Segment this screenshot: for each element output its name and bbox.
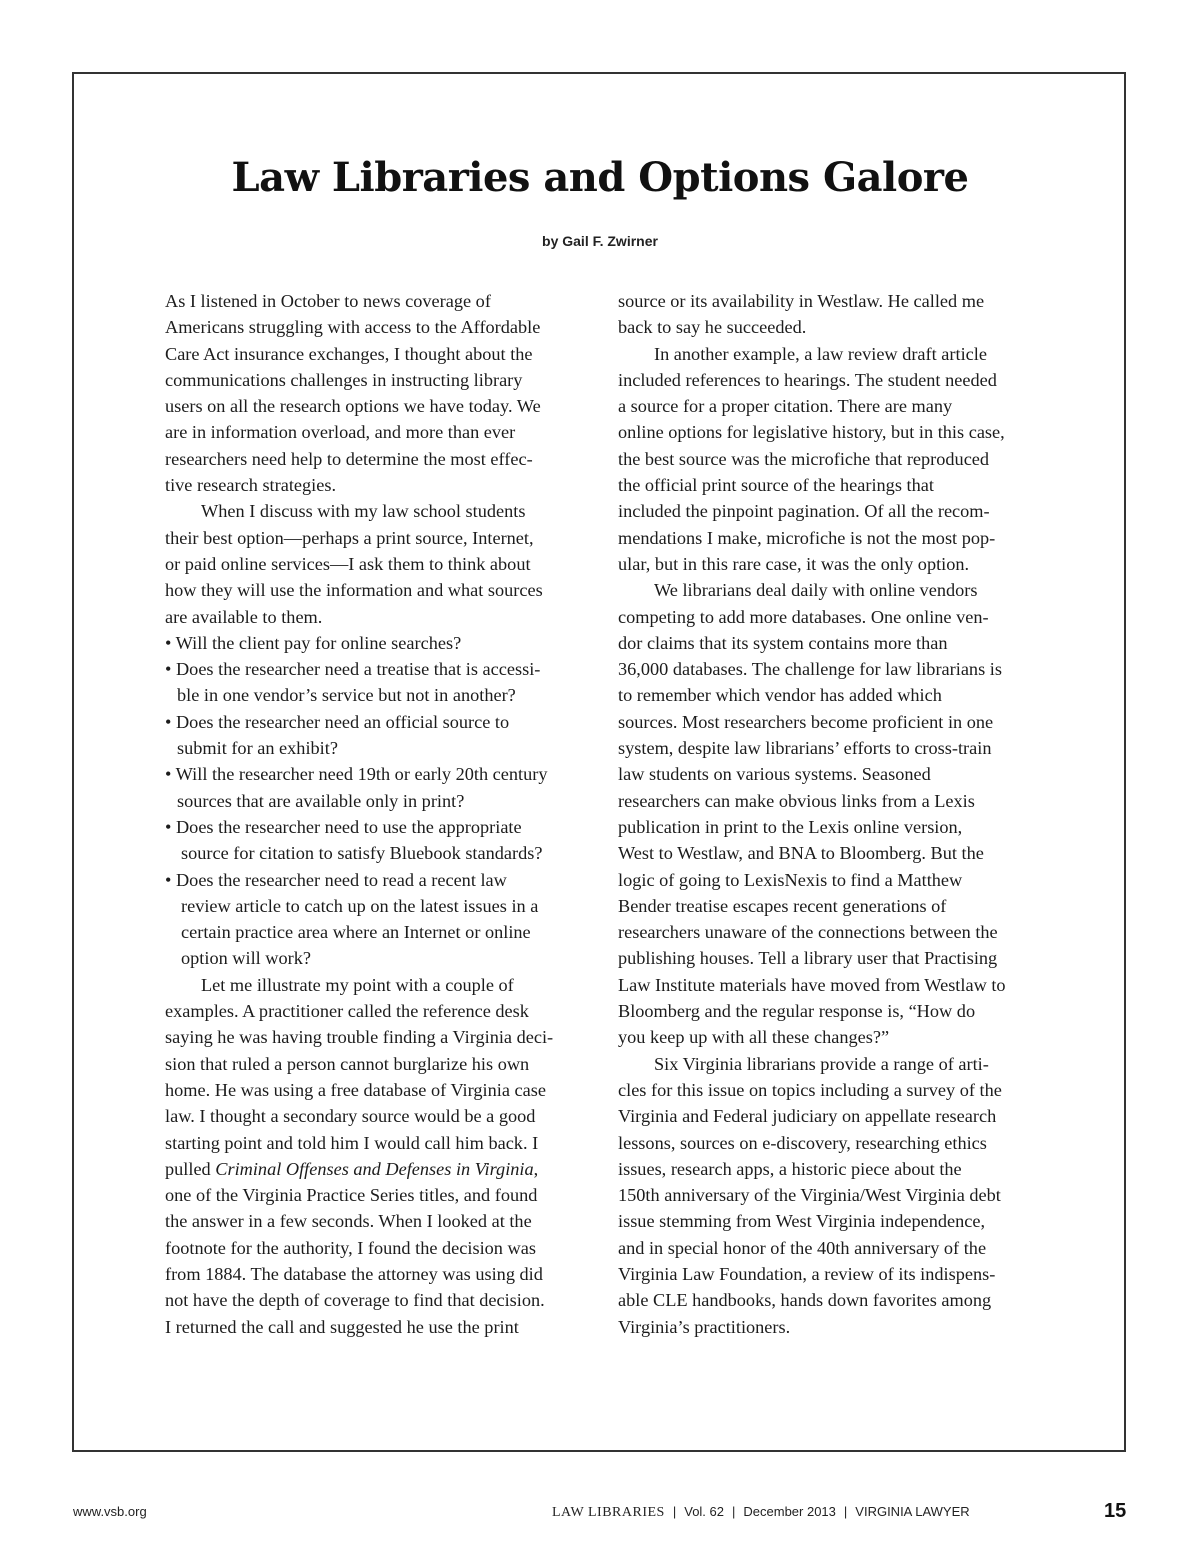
text-line: included references to hearings. The student needed [618,369,997,390]
left-column [165,288,585,1340]
bullet-continuation: certain practice area where an Internet or online [181,922,531,943]
text-line: mendations I make, microfiche is not the most pop- [618,527,996,548]
text-line: you keep up with all these changes?” [618,1027,890,1048]
text-line: issue stemming from West Virginia independence, [618,1211,986,1232]
book-title: Criminal Offenses and Defenses in Virginia [215,1158,534,1179]
text-line: to remember which vendor has added which [618,685,942,706]
text-line: communications challenges in instructing library [165,369,523,390]
text-line: the best source was the microfiche that reproduced [618,448,990,469]
page-number: 15 [1104,1500,1127,1522]
text-line: ular, but in this rare case, it was the only option. [618,553,970,574]
article-title: Law Libraries and Options Galore [231,154,969,201]
text-line: sources. Most researchers become proficient in one [618,711,994,732]
text-line: back to say he succeeded. [618,317,807,338]
footer-masthead [552,1502,970,1523]
text-line: starting point and told him I would call him back. I [165,1132,539,1153]
bullet-continuation: sources that are available only in print? [177,790,465,811]
footer-volume: Vol. 62 [684,1504,724,1519]
text-line: Six Virginia librarians provide a range of arti- [654,1053,989,1074]
text-line: footnote for the authority, I found the decision was [165,1237,536,1258]
text-line: law students on various systems. Seasoned [618,764,931,785]
text-line: researchers can make obvious links from a Lexis [618,790,975,811]
right-column [618,288,1043,1340]
text-line: source or its availability in Westlaw. He called me [618,291,985,311]
text-line: how they will use the information and what sources [165,580,543,601]
text-fragment: , [533,1158,539,1179]
footer-publication: VIRGINIA LAWYER [855,1504,970,1519]
text-line: As I listened in October to news coverage of [165,291,491,311]
text-line: We librarians deal daily with online vendors [654,580,978,601]
text-line: competing to add more databases. One online ven- [618,606,989,627]
bullet-continuation: submit for an exhibit? [177,738,338,759]
text-line: logic of going to LexisNexis to find a Matthew [618,869,963,890]
text-line: saying he was having trouble finding a Virginia deci- [165,1027,554,1048]
text-line: examples. A practitioner called the reference desk [165,1001,529,1022]
bullet-continuation: source for citation to satisfy Bluebook standards? [181,843,543,864]
text-line: When I discuss with my law school students [201,501,526,522]
bullet-continuation: review article to catch up on the latest issues in a [181,895,539,916]
text-line: or paid online services—I ask them to think about [165,553,531,574]
text-line: Virginia’s practitioners. [618,1316,791,1337]
text-line: home. He was using a free database of Virginia case [165,1079,546,1100]
text-line: the answer in a few seconds. When I looked at the [165,1211,532,1232]
footer-separator: | [732,1504,736,1519]
text-line: not have the depth of coverage to find that decision. [165,1290,545,1311]
text-line: dor claims that its system contains more than [618,632,948,653]
article-byline: by Gail F. Zwirner [542,233,658,249]
text-line: In another example, a law review draft article [654,343,987,364]
text-line: their best option—perhaps a print source, Internet, [165,527,534,548]
text-line: Virginia Law Foundation, a review of its indispens- [618,1263,996,1284]
text-line: 150th anniversary of the Virginia/West Virginia debt [618,1185,1001,1206]
text-line: 36,000 databases. The challenge for law librarians is [618,659,1002,680]
bullet-line: • Does the researcher need to read a recent law [165,869,507,890]
text-line: Let me illustrate my point with a couple of [201,974,514,995]
text-line: Law Institute materials have moved from Westlaw to [618,974,1006,995]
bullet-line: • Does the researcher need to use the appropriate [165,816,522,837]
text-line: are available to them. [165,606,323,627]
bullet-continuation: ble in one vendor’s service but not in another? [177,685,516,706]
bullet-line: • Will the client pay for online searches? [165,632,462,653]
footer-date: December 2013 [743,1504,836,1519]
text-line: and in special honor of the 40th anniversary of the [618,1237,987,1258]
text-line: included the pinpoint pagination. Of all the recom- [618,501,990,522]
text-line: online options for legislative history, but in this case, [618,422,1005,443]
text-line: Care Act insurance exchanges, I thought about the [165,343,533,364]
bullet-continuation: option will work? [181,948,311,969]
text-line: from 1884. The database the attorney was using did [165,1263,543,1284]
text-line: are in information overload, and more than ever [165,422,516,443]
footer-section: LAW LIBRARIES [552,1505,665,1520]
text-line: researchers unaware of the connections between the [618,922,998,943]
text-line: tive research strategies. [165,475,337,496]
text-line: Bender treatise escapes recent generations of [618,895,947,916]
text-line: West to Westlaw, and BNA to Bloomberg. But the [618,843,984,864]
bullet-line: • Does the researcher need a treatise that is accessi- [165,659,541,680]
text-line: Americans struggling with access to the Affordable [165,317,541,338]
text-line: the official print source of the hearings that [618,475,934,496]
text-fragment: pulled [165,1158,216,1179]
text-line: a source for a proper citation. There are many [618,396,953,417]
text-line: Virginia and Federal judiciary on appellate research [618,1106,997,1127]
text-line: law. I thought a secondary source would be a good [165,1106,536,1127]
footer-website-link[interactable]: www.vsb.org [73,1504,147,1519]
text-line: researchers need help to determine the most effec- [165,448,533,469]
text-line: users on all the research options we have today. We [165,396,541,417]
text-line: I returned the call and suggested he use the print [165,1316,519,1337]
text-line: publishing houses. Tell a library user that Practising [618,948,998,969]
text-line: system, despite law librarians’ efforts to cross-train [618,738,992,759]
bullet-line: • Does the researcher need an official source to [165,711,510,732]
text-line: one of the Virginia Practice Series titles, and found [165,1185,538,1206]
text-line: able CLE handbooks, hands down favorites among [618,1290,992,1311]
bullet-line: • Will the researcher need 19th or early 20th century [165,764,548,785]
text-line: lessons, sources on e-discovery, researching ethics [618,1132,987,1153]
text-line: issues, research apps, a historic piece about the [618,1158,962,1179]
footer-separator: | [843,1504,848,1519]
text-line: cles for this issue on topics including a survey of the [618,1079,1002,1100]
footer-separator: | [672,1504,677,1519]
text-line: sion that ruled a person cannot burglarize his own [165,1053,530,1074]
text-line: Bloomberg and the regular response is, “How do [618,1001,976,1022]
text-line: publication in print to the Lexis online version, [618,816,963,837]
text-line [165,1156,585,1182]
